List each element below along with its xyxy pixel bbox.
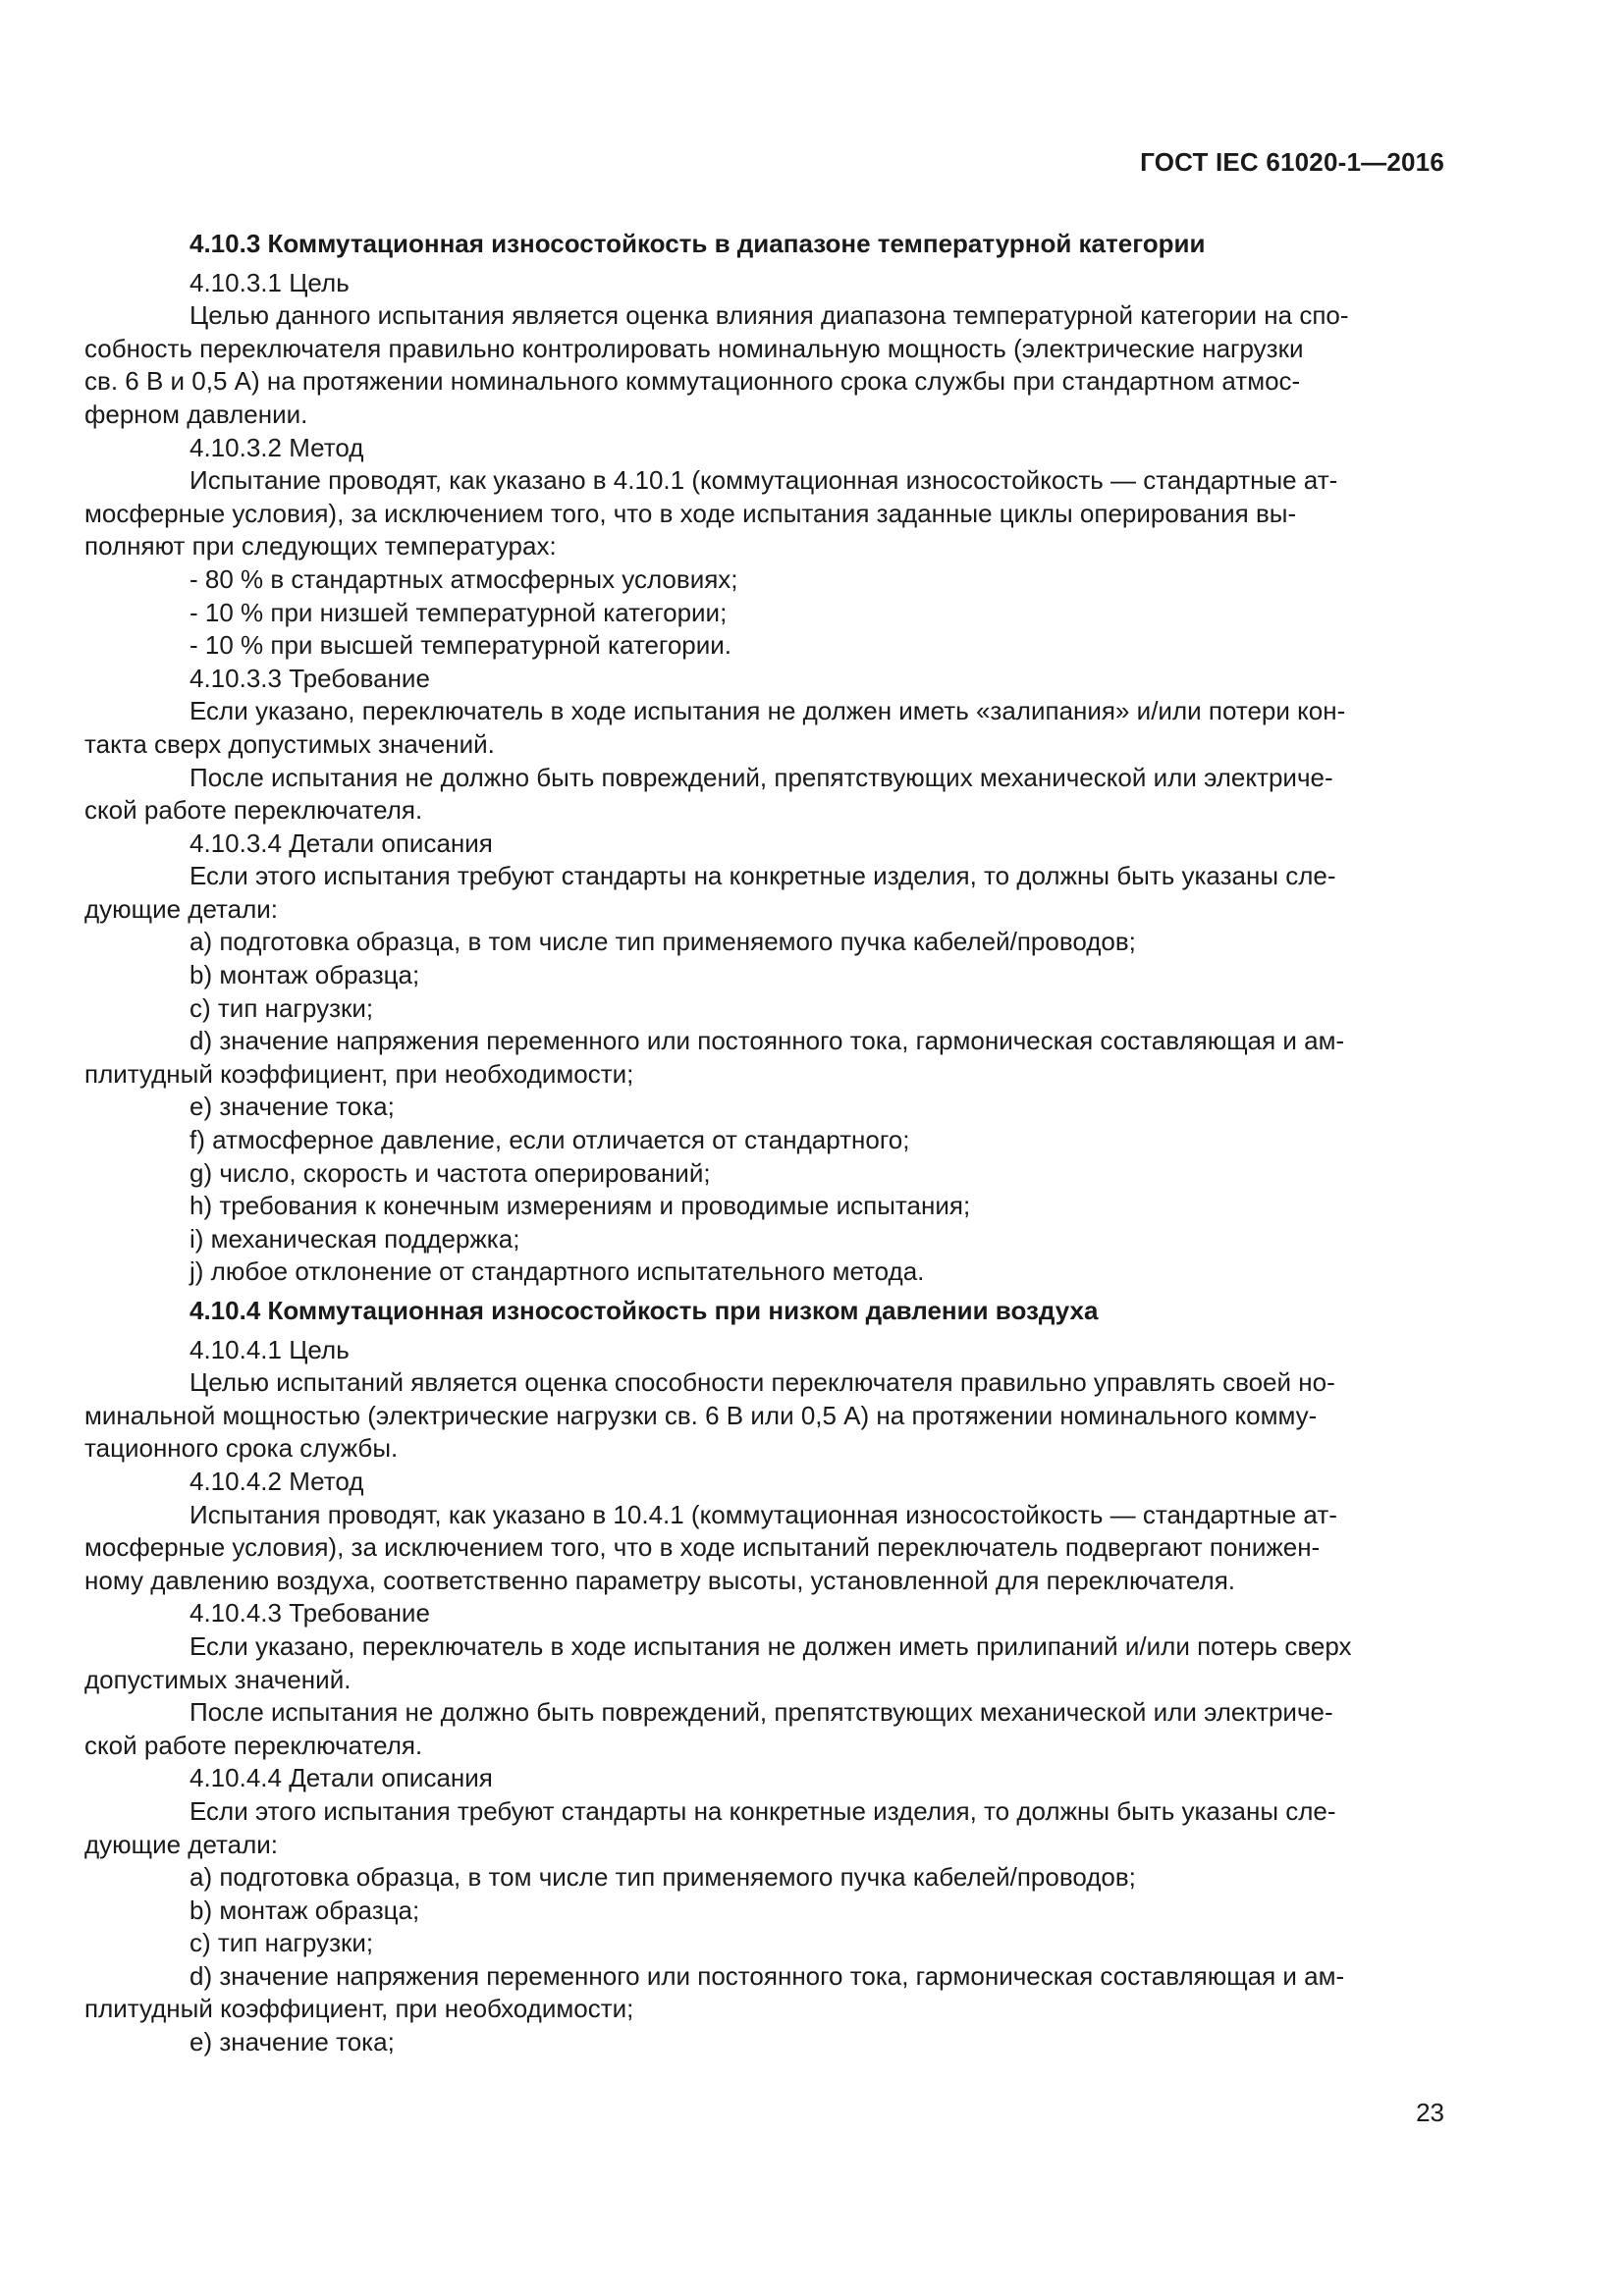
paragraph-line: ской работе переключателя. bbox=[84, 1730, 423, 1760]
list-item: d) значение напряжения переменного или постоянного тока, гармоническая составляющая и ам- bbox=[189, 1960, 1345, 1991]
list-item: а) подготовка образца, в том числе тип применяемого пучка кабелей/проводов; bbox=[189, 927, 1136, 957]
subsection-title: 4.10.4.2 Метод bbox=[189, 1466, 364, 1496]
subsection-title: 4.10.3.3 Требование bbox=[189, 663, 430, 693]
list-item: плитудный коэффициент, при необходимости; bbox=[84, 1994, 634, 2024]
list-item: g) число, скорость и частота оперирований; bbox=[189, 1157, 711, 1188]
paragraph-line: После испытания не должно быть повреждений, препятствующих механической или электриче- bbox=[189, 762, 1333, 792]
list-item: h) требования к конечным измерениям и проводимые испытания; bbox=[189, 1191, 971, 1221]
section-heading-4-10-4: 4.10.4 Коммутационная износостойкость при низком давлении воздуха bbox=[189, 1296, 1099, 1325]
subsection-title: 4.10.3.2 Метод bbox=[189, 432, 364, 462]
paragraph-line: дующие детали: bbox=[84, 1829, 279, 1859]
list-item: b) монтаж образца; bbox=[189, 960, 420, 990]
paragraph-line: дующие детали: bbox=[84, 893, 279, 924]
page-number: 23 bbox=[1416, 2098, 1444, 2127]
paragraph-line: Если указано, переключатель в ходе испытания не должен иметь прилипаний и/или потерь сверх bbox=[189, 1630, 1352, 1661]
list-item: - 10 % при высшей температурной категории. bbox=[189, 630, 732, 661]
subsection-title: 4.10.4.4 Детали описания bbox=[189, 1763, 493, 1793]
subsection-title: 4.10.4.3 Требование bbox=[189, 1598, 430, 1629]
paragraph-line: Если этого испытания требуют стандарты на конкретные изделия, то должны быть указаны сле- bbox=[189, 861, 1336, 891]
paragraph-line: Целью данного испытания является оценка влияния диапазона температурной категории на спо- bbox=[189, 300, 1349, 331]
list-item: е) значение тока; bbox=[189, 2027, 395, 2057]
paragraph-line: Целью испытаний является оценка способности переключателя правильно управлять своей но- bbox=[189, 1367, 1335, 1398]
list-item: с) тип нагрузки; bbox=[189, 992, 374, 1023]
list-item: b) монтаж образца; bbox=[189, 1895, 420, 1925]
list-item: d) значение напряжения переменного или постоянного тока, гармоническая составляющая и ам- bbox=[189, 1026, 1345, 1056]
paragraph-line: Если этого испытания требуют стандарты на конкретные изделия, то должны быть указаны сле- bbox=[189, 1795, 1336, 1826]
paragraph-line: полняют при следующих температурах: bbox=[84, 531, 557, 561]
paragraph-line: ному давлению воздуха, соответственно параметру высоты, установленной для переключателя. bbox=[84, 1565, 1236, 1595]
list-item: е) значение тока; bbox=[189, 1092, 395, 1122]
paragraph-line: Если указано, переключатель в ходе испытания не должен иметь «залипания» и/или потери кон- bbox=[189, 696, 1346, 726]
list-item: - 80 % в стандартных атмосферных условиях; bbox=[189, 563, 738, 594]
paragraph-line: Испытания проводят, как указано в 10.4.1 (коммутационная износостойкость — стандартные ат- bbox=[189, 1499, 1337, 1529]
list-item: с) тип нагрузки; bbox=[189, 1928, 374, 1958]
paragraph-line: св. 6 В и 0,5 А) на протяжении номинального коммутационного срока службы при стандартном атмос- bbox=[84, 366, 1301, 397]
paragraph-line: После испытания не должно быть повреждений, препятствующих механической или электриче- bbox=[189, 1697, 1333, 1728]
list-item: f) атмосферное давление, если отличается от стандартного; bbox=[189, 1125, 910, 1155]
paragraph-line: допустимых значений. bbox=[84, 1664, 352, 1694]
paragraph-line: мосферные условия), за исключением того, что в ходе испытаний переключатель подвергают понижен- bbox=[84, 1532, 1321, 1563]
list-item: j) любое отклонение от стандартного испытательного метода. bbox=[189, 1256, 925, 1287]
list-item: - 10 % при низшей температурной категории; bbox=[189, 597, 728, 627]
paragraph-line: тационного срока службы. bbox=[84, 1433, 399, 1464]
subsection-title: 4.10.3.1 Цель bbox=[189, 267, 350, 297]
subsection-title: 4.10.3.4 Детали описания bbox=[189, 828, 493, 858]
paragraph-line: мосферные условия), за исключением того, что в ходе испытания заданные циклы оперирования вы- bbox=[84, 498, 1297, 528]
paragraph-line: собность переключателя правильно контролировать номинальную мощность (электрические нагрузки bbox=[84, 333, 1304, 363]
subsection-title: 4.10.4.1 Цель bbox=[189, 1334, 350, 1364]
list-item: а) подготовка образца, в том числе тип применяемого пучка кабелей/проводов; bbox=[189, 1862, 1136, 1893]
paragraph-line: минальной мощностью (электрические нагрузки св. 6 В или 0,5 А) на протяжении номинального комму- bbox=[84, 1400, 1318, 1430]
paragraph-line: ской работе переключателя. bbox=[84, 795, 423, 826]
document-header: ГОСТ IEC 61020-1—2016 bbox=[1140, 147, 1444, 177]
paragraph-line: Испытание проводят, как указано в 4.10.1 (коммутационная износостойкость — стандартные ат- bbox=[189, 465, 1338, 496]
list-item: i) механическая поддержка; bbox=[189, 1223, 520, 1254]
paragraph-line: такта сверх допустимых значений. bbox=[84, 728, 495, 759]
paragraph-line: ферном давлении. bbox=[84, 399, 308, 429]
section-heading-4-10-3: 4.10.3 Коммутационная износостойкость в диапазоне температурной категории bbox=[189, 229, 1206, 258]
document-body bbox=[84, 228, 1444, 2059]
list-item: плитудный коэффициент, при необходимости; bbox=[84, 1058, 634, 1089]
